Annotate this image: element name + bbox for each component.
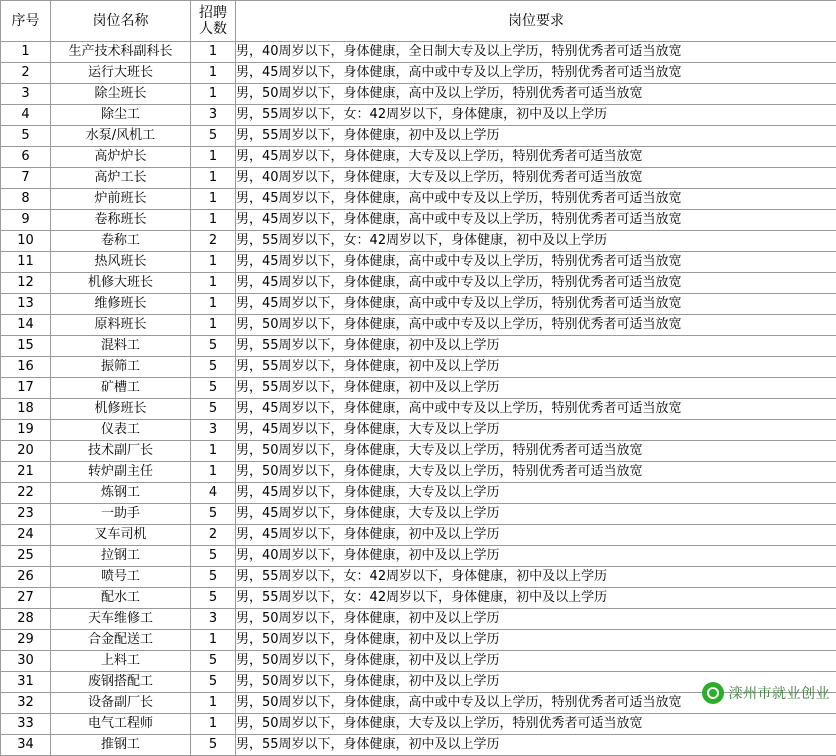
cell-job-name: 除尘班长: [51, 84, 191, 105]
table-row: [1, 420, 836, 441]
cell-seq: 4: [1, 105, 51, 126]
cell-seq: 32: [1, 693, 51, 714]
cell-seq: 6: [1, 147, 51, 168]
table-row: [1, 84, 836, 105]
cell-job-name: 高炉炉长: [51, 147, 191, 168]
table-row: [1, 735, 836, 756]
cell-headcount: 1: [191, 189, 236, 210]
cell-headcount: 5: [191, 399, 236, 420]
cell-seq: 12: [1, 273, 51, 294]
cell-job-name: 卷称班长: [51, 210, 191, 231]
column-header-count: [191, 1, 236, 42]
table-row: [1, 504, 836, 525]
cell-headcount: 2: [191, 525, 236, 546]
table-row: [1, 630, 836, 651]
cell-requirement: 男，55周岁以下，身体健康，初中及以上学历: [236, 735, 836, 756]
cell-job-name: 废钢搭配工: [51, 672, 191, 693]
table-body: [1, 42, 836, 756]
cell-requirement: 男，50周岁以下，身体健康，高中或中专及以上学历，特别优秀者可适当放宽: [236, 315, 836, 336]
cell-headcount: 3: [191, 609, 236, 630]
cell-requirement: 男，45周岁以下，身体健康，高中或中专及以上学历，特别优秀者可适当放宽: [236, 189, 836, 210]
cell-requirement: 男，45周岁以下，身体健康，大专及以上学历: [236, 504, 836, 525]
cell-requirement: 男，45周岁以下，身体健康，高中或中专及以上学历，特别优秀者可适当放宽: [236, 210, 836, 231]
cell-requirement: 男，45周岁以下，身体健康，大专及以上学历: [236, 483, 836, 504]
cell-requirement: 男，40周岁以下，身体健康，大专及以上学历，特别优秀者可适当放宽: [236, 168, 836, 189]
cell-requirement: 男，50周岁以下，身体健康，初中及以上学历: [236, 630, 836, 651]
cell-job-name: 天车维修工: [51, 609, 191, 630]
cell-requirement: 男，45周岁以下，身体健康，大专及以上学历，特别优秀者可适当放宽: [236, 147, 836, 168]
cell-job-name: 推钢工: [51, 735, 191, 756]
cell-requirement: 男，40周岁以下，身体健康，全日制大专及以上学历，特别优秀者可适当放宽: [236, 42, 836, 63]
cell-requirement: 男，50周岁以下，身体健康，初中及以上学历: [236, 609, 836, 630]
cell-requirement: 男，45周岁以下，身体健康，初中及以上学历: [236, 525, 836, 546]
cell-job-name: 电气工程师: [51, 714, 191, 735]
cell-seq: 30: [1, 651, 51, 672]
cell-headcount: 5: [191, 735, 236, 756]
cell-headcount: 5: [191, 651, 236, 672]
cell-requirement: 男，50周岁以下，身体健康，大专及以上学历，特别优秀者可适当放宽: [236, 441, 836, 462]
cell-headcount: 5: [191, 357, 236, 378]
cell-requirement: 男，45周岁以下，身体健康，高中或中专及以上学历，特别优秀者可适当放宽: [236, 399, 836, 420]
cell-job-name: 仪表工: [51, 420, 191, 441]
column-header-requirement: 岗位要求: [236, 1, 836, 42]
table-row: [1, 189, 836, 210]
cell-headcount: 3: [191, 420, 236, 441]
table-row: [1, 441, 836, 462]
cell-seq: 9: [1, 210, 51, 231]
cell-job-name: 一助手: [51, 504, 191, 525]
cell-seq: 11: [1, 252, 51, 273]
cell-seq: 5: [1, 126, 51, 147]
cell-requirement: 男，45周岁以下，身体健康，高中或中专及以上学历，特别优秀者可适当放宽: [236, 273, 836, 294]
cell-job-name: 配水工: [51, 588, 191, 609]
table-row: [1, 693, 836, 714]
cell-requirement: 男，40周岁以下，身体健康，初中及以上学历: [236, 546, 836, 567]
cell-seq: 17: [1, 378, 51, 399]
table-row: [1, 483, 836, 504]
table-row: [1, 378, 836, 399]
cell-job-name: 维修班长: [51, 294, 191, 315]
cell-headcount: 2: [191, 231, 236, 252]
cell-headcount: 1: [191, 462, 236, 483]
cell-headcount: 5: [191, 126, 236, 147]
cell-headcount: 1: [191, 210, 236, 231]
table-row: [1, 462, 836, 483]
cell-job-name: 设备副厂长: [51, 693, 191, 714]
cell-seq: 24: [1, 525, 51, 546]
cell-seq: 20: [1, 441, 51, 462]
table-row: [1, 105, 836, 126]
table-row: [1, 42, 836, 63]
cell-requirement: 男，50周岁以下，身体健康，初中及以上学历: [236, 651, 836, 672]
cell-job-name: 热风班长: [51, 252, 191, 273]
cell-seq: 21: [1, 462, 51, 483]
cell-requirement: 男，55周岁以下，女：42周岁以下，身体健康，初中及以上学历: [236, 231, 836, 252]
cell-headcount: 3: [191, 105, 236, 126]
cell-requirement: 男，45周岁以下，身体健康，高中或中专及以上学历，特别优秀者可适当放宽: [236, 252, 836, 273]
cell-requirement: 男，55周岁以下，身体健康，初中及以上学历: [236, 357, 836, 378]
table-row: [1, 609, 836, 630]
cell-requirement: 男，45周岁以下，身体健康，高中或中专及以上学历，特别优秀者可适当放宽: [236, 294, 836, 315]
table-row: [1, 672, 836, 693]
table-row: [1, 651, 836, 672]
column-header-count-line2: 人数: [191, 21, 235, 37]
cell-seq: 26: [1, 567, 51, 588]
table-row: [1, 315, 836, 336]
cell-headcount: 1: [191, 441, 236, 462]
cell-seq: 15: [1, 336, 51, 357]
cell-headcount: 1: [191, 147, 236, 168]
cell-job-name: 水泵/风机工: [51, 126, 191, 147]
column-header-name: 岗位名称: [51, 1, 191, 42]
cell-headcount: 5: [191, 504, 236, 525]
table-row: [1, 63, 836, 84]
cell-seq: 8: [1, 189, 51, 210]
cell-job-name: 拉钢工: [51, 546, 191, 567]
cell-headcount: 1: [191, 42, 236, 63]
table-row: [1, 567, 836, 588]
cell-seq: 14: [1, 315, 51, 336]
column-header-count-line1: 招聘: [191, 5, 235, 21]
cell-headcount: 4: [191, 483, 236, 504]
cell-job-name: 转炉副主任: [51, 462, 191, 483]
cell-headcount: 1: [191, 168, 236, 189]
table-row: [1, 252, 836, 273]
table-row: [1, 147, 836, 168]
cell-headcount: 1: [191, 294, 236, 315]
table-row: [1, 714, 836, 735]
cell-seq: 25: [1, 546, 51, 567]
cell-requirement: 男，50周岁以下，身体健康，高中及以上学历，特别优秀者可适当放宽: [236, 84, 836, 105]
cell-headcount: 1: [191, 693, 236, 714]
cell-seq: 28: [1, 609, 51, 630]
cell-job-name: 生产技术科副科长: [51, 42, 191, 63]
cell-seq: 19: [1, 420, 51, 441]
column-header-seq: 序号: [1, 1, 51, 42]
watermark-label: 滦州市就业创业: [729, 683, 831, 703]
cell-requirement: 男，50周岁以下，身体健康，初中及以上学历: [236, 672, 836, 693]
cell-seq: 1: [1, 42, 51, 63]
cell-headcount: 5: [191, 546, 236, 567]
cell-seq: 3: [1, 84, 51, 105]
cell-seq: 29: [1, 630, 51, 651]
cell-job-name: 机修班长: [51, 399, 191, 420]
cell-job-name: 卷称工: [51, 231, 191, 252]
cell-requirement: 男，45周岁以下，身体健康，高中或中专及以上学历，特别优秀者可适当放宽: [236, 63, 836, 84]
cell-requirement: 男，55周岁以下，身体健康，初中及以上学历: [236, 378, 836, 399]
cell-seq: 27: [1, 588, 51, 609]
table-row: [1, 525, 836, 546]
table-row: [1, 273, 836, 294]
cell-requirement: 男，50周岁以下，身体健康，大专及以上学历，特别优秀者可适当放宽: [236, 462, 836, 483]
cell-headcount: 1: [191, 63, 236, 84]
table-row: [1, 399, 836, 420]
cell-job-name: 运行大班长: [51, 63, 191, 84]
cell-job-name: 叉车司机: [51, 525, 191, 546]
cell-seq: 33: [1, 714, 51, 735]
cell-headcount: 1: [191, 315, 236, 336]
table-row: [1, 210, 836, 231]
cell-seq: 16: [1, 357, 51, 378]
cell-headcount: 1: [191, 84, 236, 105]
cell-seq: 18: [1, 399, 51, 420]
cell-requirement: 男，55周岁以下，身体健康，初中及以上学历: [236, 336, 836, 357]
cell-job-name: 炉前班长: [51, 189, 191, 210]
cell-job-name: 炼钢工: [51, 483, 191, 504]
cell-headcount: 1: [191, 714, 236, 735]
cell-job-name: 高炉工长: [51, 168, 191, 189]
cell-seq: 7: [1, 168, 51, 189]
table-row: [1, 294, 836, 315]
cell-seq: 23: [1, 504, 51, 525]
cell-job-name: 混料工: [51, 336, 191, 357]
cell-job-name: 机修大班长: [51, 273, 191, 294]
cell-seq: 10: [1, 231, 51, 252]
table-row: [1, 231, 836, 252]
cell-seq: 31: [1, 672, 51, 693]
cell-headcount: 1: [191, 252, 236, 273]
table-row: [1, 357, 836, 378]
cell-job-name: 上料工: [51, 651, 191, 672]
cell-headcount: 5: [191, 378, 236, 399]
cell-headcount: 1: [191, 630, 236, 651]
cell-headcount: 5: [191, 588, 236, 609]
table-row: [1, 168, 836, 189]
cell-headcount: 5: [191, 336, 236, 357]
cell-job-name: 喷号工: [51, 567, 191, 588]
cell-headcount: 5: [191, 567, 236, 588]
cell-seq: 13: [1, 294, 51, 315]
cell-requirement: 男，55周岁以下，女：42周岁以下，身体健康，初中及以上学历: [236, 105, 836, 126]
cell-job-name: 合金配送工: [51, 630, 191, 651]
cell-requirement: 男，55周岁以下，女：42周岁以下，身体健康，初中及以上学历: [236, 567, 836, 588]
cell-seq: 2: [1, 63, 51, 84]
cell-job-name: 矿槽工: [51, 378, 191, 399]
table-row: [1, 588, 836, 609]
table-row: [1, 126, 836, 147]
table-row: [1, 546, 836, 567]
cell-seq: 34: [1, 735, 51, 756]
cell-requirement: 男，55周岁以下，女：42周岁以下，身体健康，初中及以上学历: [236, 588, 836, 609]
cell-job-name: 原料班长: [51, 315, 191, 336]
cell-requirement: 男，45周岁以下，身体健康，大专及以上学历: [236, 420, 836, 441]
cell-job-name: 技术副厂长: [51, 441, 191, 462]
cell-requirement: 男，50周岁以下，身体健康，大专及以上学历，特别优秀者可适当放宽: [236, 714, 836, 735]
cell-job-name: 振筛工: [51, 357, 191, 378]
cell-requirement: 男，55周岁以下，身体健康，初中及以上学历: [236, 126, 836, 147]
cell-headcount: 1: [191, 273, 236, 294]
cell-job-name: 除尘工: [51, 105, 191, 126]
cell-seq: 22: [1, 483, 51, 504]
table-row: [1, 336, 836, 357]
table-header-row: [1, 1, 836, 42]
cell-requirement: 男，50周岁以下，身体健康，高中或中专及以上学历，特别优秀者可适当放宽: [236, 693, 836, 714]
cell-headcount: 5: [191, 672, 236, 693]
